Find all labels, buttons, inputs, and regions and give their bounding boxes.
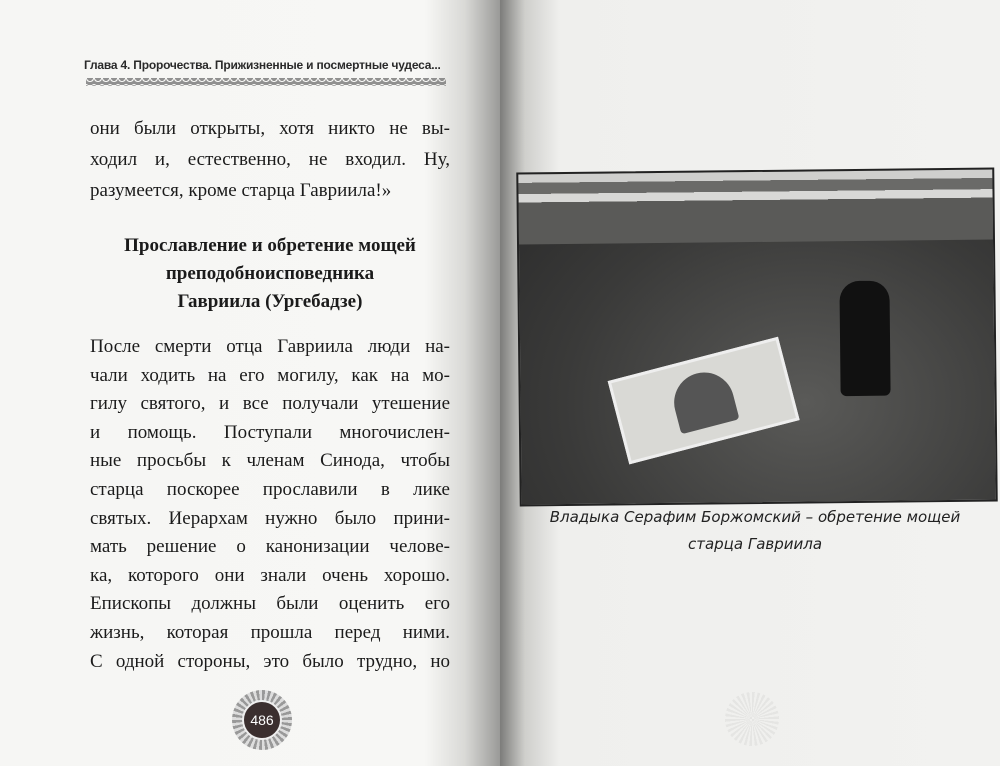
photo-caption-line: старца Гавриила [687,535,823,553]
text-line: старца поскорее прославили в лике [90,479,450,500]
section-heading-line: Прославление и обретение мощей [124,235,416,256]
page-number: 486 [242,700,282,740]
text-line: ка, которого они знали очень хорошо. [90,564,450,586]
page-number-badge [232,690,292,750]
section-heading-line: преподобноисповедника [165,263,375,284]
section-heading-line: Гавриила (Ургебадзе) [177,291,363,312]
text-line: С одной стороны, это было трудно, но [90,650,450,672]
photo-fence [518,170,993,245]
text-line: они были открыты, хотя никто не вы- [90,118,450,139]
text-line: чали ходить на его могилу, как на мо- [90,364,450,386]
header-ornament [86,78,446,86]
text-line: и помощь. Поступали многочислен- [90,421,450,443]
text-line: святых. Иерархам нужно было прини- [90,507,450,529]
text-line: жизнь, которая прошла перед ними. [90,622,450,643]
photo-bishop-figure [839,281,890,397]
photo-caption-line: Владыка Серафим Боржомский – обретение мощей [549,508,961,526]
text-line: мать решение о канонизации челове- [90,536,450,558]
page-number-badge-faded [725,692,779,746]
photo-tombstone [608,337,800,465]
text-line: гилу святого, и все получали утешение [90,393,450,415]
text-line: ходил и, естественно, не входил. Ну, [90,149,450,170]
text-line: ные просьбы к членам Синода, чтобы [90,450,450,472]
text-line: разумеется, кроме старца Гавриила!» [90,180,392,201]
text-line: После смерти отца Гавриила люди на- [90,336,450,357]
text-line: Епископы должны были оценить его [90,593,450,615]
photo-relics-discovery [516,168,997,507]
running-header: Глава 4. Пророчества. Прижизненные и посмертные чудеса... [84,58,441,72]
